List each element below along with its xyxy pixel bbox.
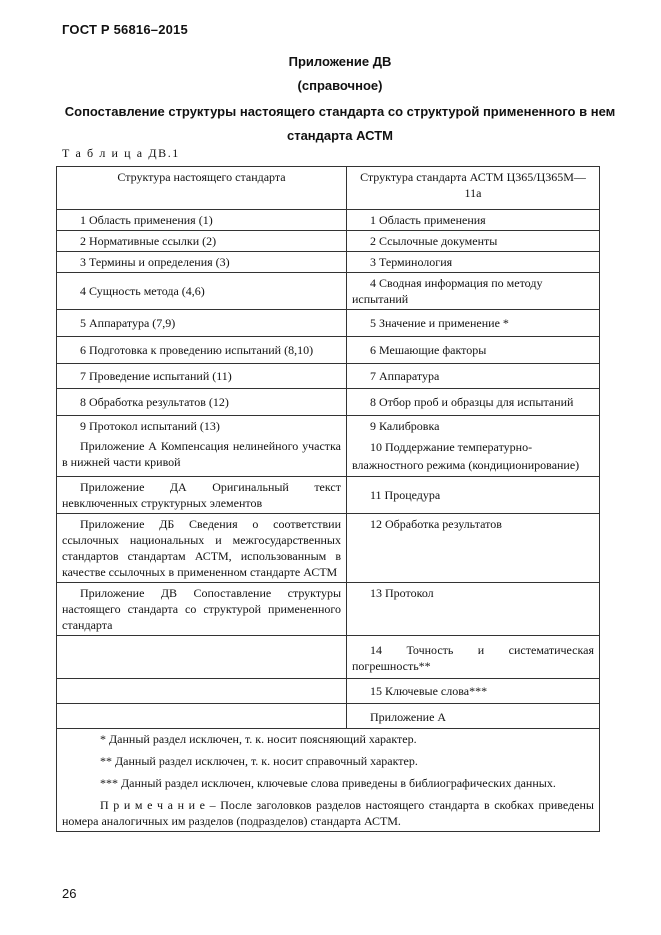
table-notes [57, 729, 600, 832]
table-row [57, 310, 600, 337]
table-row [57, 273, 600, 310]
table-cell [57, 636, 347, 679]
table-cell-line: 9 Калибровка [370, 419, 440, 433]
appendix-subtitle: (справочное) [297, 78, 383, 93]
page-number: 26 [62, 886, 77, 901]
table-cell: 4 Сущность метода (4,6) [57, 273, 347, 310]
table-cell: 1 Область применения [347, 210, 600, 231]
table-cell: 8 Обработка результатов (12) [57, 389, 347, 416]
footnote: * Данный раздел исключен, т. к. носит поясняющий характер. [100, 732, 417, 746]
table-cell: Приложение ДА Оригинальный текст невключенных структурных элементов [57, 477, 347, 514]
table-row [57, 514, 600, 583]
table-cell-line: 10 Поддержание температурно-влажностного режима (кондиционирование) [352, 440, 580, 472]
appendix-heading: Сопоставление структуры настоящего стандарта со структурой примененного в нем стандарта АСТМ [64, 104, 616, 143]
table-cell: 7 Аппаратура [347, 364, 600, 389]
table-cell: 5 Значение и применение * [347, 310, 600, 337]
table-cell: 12 Обработка результатов [347, 514, 600, 583]
table-header-row [57, 167, 600, 210]
remark [62, 797, 594, 829]
table-cell [57, 416, 347, 477]
table-cell: 4 Сводная информация по методу испытаний [347, 273, 600, 310]
table-row [57, 252, 600, 273]
table-row [57, 364, 600, 389]
table-cell: Приложение А [347, 704, 600, 729]
table-cell: 11 Процедура [347, 477, 600, 514]
table-cell: Приложение ДБ Сведения о соответствии ссылочных национальных и межгосударственных стандартов стандартам АСТМ, использованным в качестве ссылочных в примененном стандарте АСТМ [57, 514, 347, 583]
remark-label: П р и м е ч а н и е [100, 798, 205, 812]
table-row [57, 636, 600, 679]
table-row [57, 337, 600, 364]
table-row [57, 416, 600, 477]
table-cell-line: 9 Протокол испытаний (13) [80, 419, 220, 433]
table-row [57, 477, 600, 514]
table-cell: 3 Терминология [347, 252, 600, 273]
table-cell: 14 Точность и систематическая погрешность** [347, 636, 600, 679]
column-header-astm: Структура стандарта АСТМ Ц365/Ц365М—11а [347, 167, 600, 210]
table-cell: 6 Мешающие факторы [347, 337, 600, 364]
table-cell: 5 Аппаратура (7,9) [57, 310, 347, 337]
comparison-table [56, 166, 600, 832]
column-header-current: Структура настоящего стандарта [57, 167, 347, 210]
table-cell [57, 704, 347, 729]
remark-text: – После заголовков разделов настоящего стандарта в скобках приведены номера аналогичных им разделов (подразделов) стандарта АСТМ. [62, 798, 594, 828]
footnote: *** Данный раздел исключен, ключевые слова приведены в библиографических данных. [100, 776, 556, 790]
table-cell: 1 Область применения (1) [57, 210, 347, 231]
appendix-title: Приложение ДВ [288, 54, 392, 69]
table-cell: 2 Ссылочные документы [347, 231, 600, 252]
table-row [57, 231, 600, 252]
table-cell [347, 416, 600, 477]
table-row [57, 704, 600, 729]
table-cell: 15 Ключевые слова*** [347, 679, 600, 704]
table-row [57, 210, 600, 231]
table-cell [57, 679, 347, 704]
footnote: ** Данный раздел исключен, т. к. носит справочный характер. [100, 754, 418, 768]
table-cell: 8 Отбор проб и образцы для испытаний [347, 389, 600, 416]
table-cell: 3 Термины и определения (3) [57, 252, 347, 273]
table-cell: 13 Протокол [347, 583, 600, 636]
table-cell: Приложение ДВ Сопоставление структуры настоящего стандарта со структурой примененного стандарта [57, 583, 347, 636]
table-cell: 2 Нормативные ссылки (2) [57, 231, 347, 252]
table-row [57, 679, 600, 704]
table-cell-line: Приложение А Компенсация нелинейного участка в нижней части кривой [62, 439, 341, 469]
table-cell: 7 Проведение испытаний (11) [57, 364, 347, 389]
table-row [57, 583, 600, 636]
table-cell: 6 Подготовка к проведению испытаний (8,10) [57, 337, 347, 364]
table-row [57, 389, 600, 416]
table-notes-row [57, 729, 600, 832]
document-header: ГОСТ Р 56816–2015 [62, 22, 188, 37]
table-label: Т а б л и ц а ДВ.1 [62, 146, 180, 160]
